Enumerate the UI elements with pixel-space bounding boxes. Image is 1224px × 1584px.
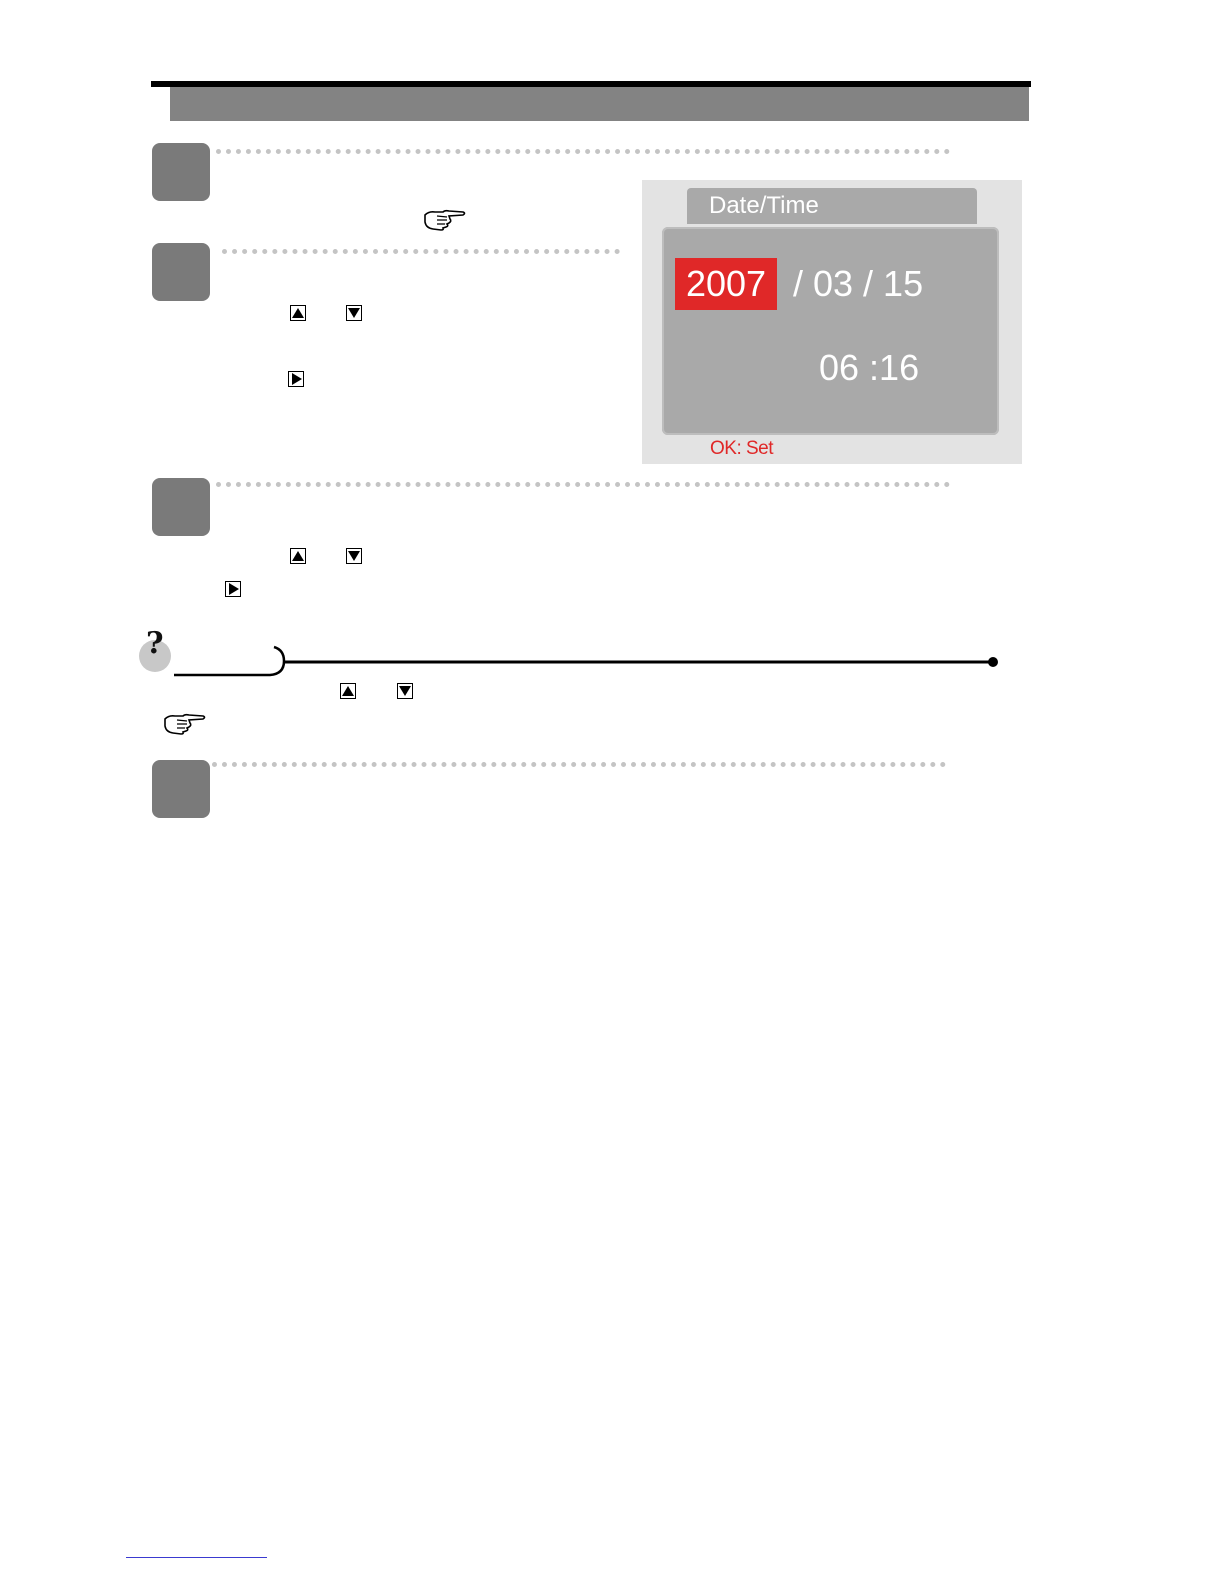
lcd-time: 06 :16 — [819, 347, 920, 388]
lcd-date-rest: / 03 / 15 — [793, 263, 924, 304]
step-3-box — [152, 478, 210, 536]
right-arrow-button-icon — [225, 581, 241, 597]
lcd-year-highlighted: 2007 — [675, 258, 777, 310]
header-bar — [170, 87, 1029, 121]
up-arrow-button-icon — [290, 305, 306, 321]
step-4-dotted-rule — [212, 762, 946, 767]
pointing-hand-icon — [423, 207, 467, 231]
lcd-ok-set-label: OK: Set — [710, 438, 774, 459]
footer-link-underline[interactable] — [126, 1557, 267, 1558]
down-arrow-button-icon — [346, 548, 362, 564]
step-2-box — [152, 243, 210, 301]
right-arrow-button-icon — [288, 371, 304, 387]
step-1-box — [152, 143, 210, 201]
question-icon: ? — [146, 626, 164, 661]
step-2-dotted-rule — [222, 249, 620, 254]
step-4-box — [152, 760, 210, 818]
down-arrow-button-icon — [346, 305, 362, 321]
up-arrow-button-icon — [340, 683, 356, 699]
step-3-dotted-rule — [216, 482, 950, 487]
step-1-dotted-rule — [216, 149, 950, 154]
down-arrow-button-icon — [397, 683, 413, 699]
lcd-tab-title: Date/Time — [687, 188, 977, 224]
pointing-hand-icon — [163, 711, 207, 735]
up-arrow-button-icon — [290, 548, 306, 564]
note-header-line — [138, 628, 1008, 680]
